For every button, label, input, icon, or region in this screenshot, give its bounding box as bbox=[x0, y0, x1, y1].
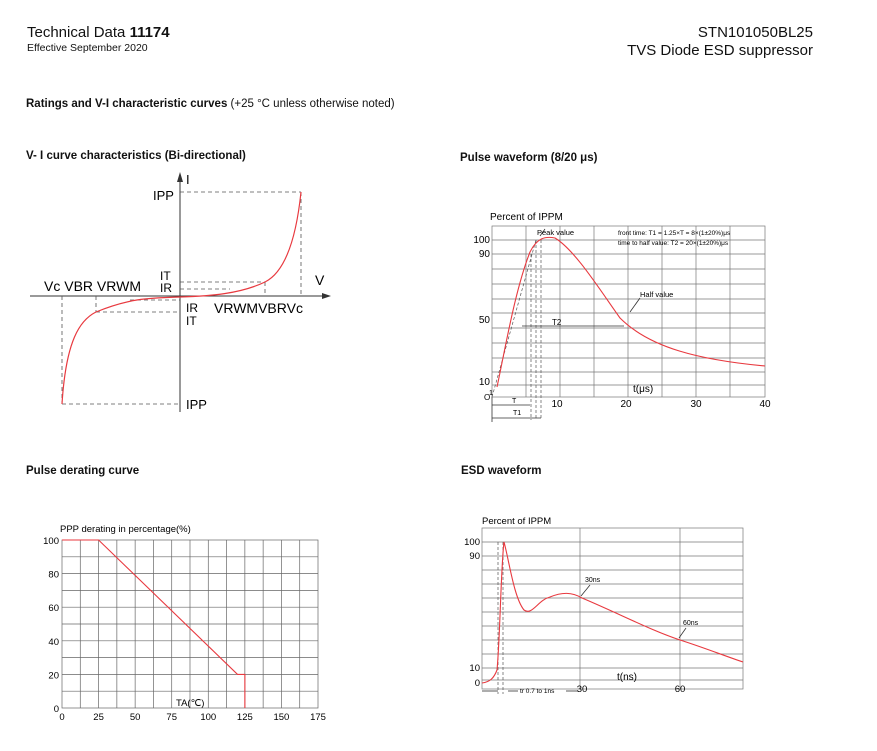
esd-xlabel: t(ns) bbox=[617, 672, 637, 683]
derating-ylabel: PPP derating in percentage(%) bbox=[60, 524, 191, 535]
pulse-ytick: 90 bbox=[478, 249, 490, 260]
derating-section-title: Pulse derating curve bbox=[26, 465, 140, 477]
left-voltage-labels: Vc VBR VRWM bbox=[44, 278, 141, 294]
derating-xtick: 100 bbox=[200, 712, 217, 723]
t2-label: T2 bbox=[552, 318, 562, 327]
ipp-top-label: IPP bbox=[153, 188, 174, 203]
derating-ytick: 40 bbox=[48, 636, 59, 648]
peak-value-label: Peak value bbox=[537, 228, 575, 237]
ipp-bottom-label: IPP bbox=[186, 397, 207, 412]
part-number: STN101050BL25 bbox=[697, 24, 813, 41]
esd-ytick: 100 bbox=[464, 537, 480, 548]
derating-xtick: 0 bbox=[59, 712, 65, 723]
esd-xtick: 60 bbox=[674, 684, 686, 695]
esd-60ns-label: 60ns bbox=[683, 620, 699, 627]
derating-xtick: 75 bbox=[166, 712, 178, 723]
esd-ylabel: Percent of IPPM bbox=[482, 516, 552, 527]
derating-ytick: 80 bbox=[48, 569, 59, 581]
t1-label: T1 bbox=[513, 410, 522, 417]
doc-title: Technical Data 11174 bbox=[27, 24, 170, 41]
derating-ytick: 60 bbox=[48, 603, 59, 615]
pulse-xtick: 10 bbox=[551, 399, 563, 410]
pulse-xtick: 40 bbox=[759, 399, 771, 410]
derating-xtick: 125 bbox=[236, 712, 253, 723]
ir-top-label: IR bbox=[160, 281, 172, 295]
esd-ytick: 10 bbox=[469, 663, 480, 674]
derating-ytick: 0 bbox=[53, 704, 59, 715]
esd-plot-frame bbox=[482, 528, 743, 689]
derating-xtick: 150 bbox=[273, 712, 290, 723]
pulse-ylabel: Percent of IPPM bbox=[490, 212, 563, 223]
right-voltage-labels: VRWMVBRVc bbox=[214, 300, 303, 316]
half-time-note: time to half value: T2 = 20×(1±20%)μs bbox=[618, 240, 729, 247]
derating-ytick: 100 bbox=[43, 536, 59, 547]
pulse-xlabel: t(μs) bbox=[633, 384, 654, 395]
o1-label: O bbox=[484, 393, 491, 402]
esd-xtick: 30 bbox=[576, 684, 588, 695]
derating-ytick: 20 bbox=[48, 670, 59, 682]
it-top-label: IT bbox=[160, 269, 171, 283]
i-axis-label: I bbox=[186, 172, 190, 187]
pulse-ytick: 50 bbox=[478, 315, 490, 326]
esd-curve bbox=[482, 542, 743, 683]
vi-section-title: V- I curve characteristics (Bi-directional) bbox=[26, 150, 246, 162]
derating-xtick: 175 bbox=[310, 712, 326, 723]
pulse-xtick: 30 bbox=[690, 399, 702, 410]
effective-date: Effective September 2020 bbox=[27, 42, 148, 54]
o2-label: 1 bbox=[489, 390, 493, 397]
pulse-ytick: 10 bbox=[478, 377, 490, 388]
t-label: T bbox=[512, 398, 517, 405]
pulse-ytick: 100 bbox=[473, 235, 490, 246]
v-axis-label: V bbox=[315, 272, 325, 288]
derating-xtick: 50 bbox=[129, 712, 141, 723]
product-name: TVS Diode ESD suppressor bbox=[627, 42, 813, 59]
it-bottom-label: IT bbox=[186, 314, 197, 328]
half-value-label: Half value bbox=[640, 290, 674, 299]
esd-rise-time: tr 0.7 to 1ns bbox=[520, 688, 555, 695]
derating-xlabel: TA(℃) bbox=[176, 698, 205, 709]
front-time-note: front time: T1 = 1.25×T = 8×(1±20%)μs bbox=[618, 230, 731, 237]
esd-section-title: ESD waveform bbox=[461, 465, 542, 477]
derating-xtick: 25 bbox=[93, 712, 104, 723]
esd-ytick: 90 bbox=[469, 551, 480, 562]
ratings-heading: Ratings and V-I characteristic curves (+25 °C unless otherwise noted) bbox=[26, 98, 395, 110]
esd-ytick: 0 bbox=[474, 678, 480, 689]
pulse-xtick: 20 bbox=[620, 399, 632, 410]
esd-30ns-label: 30ns bbox=[585, 577, 601, 584]
pulse-section-title: Pulse waveform (8/20 μs) bbox=[460, 152, 598, 164]
ir-bottom-label: IR bbox=[186, 301, 198, 315]
